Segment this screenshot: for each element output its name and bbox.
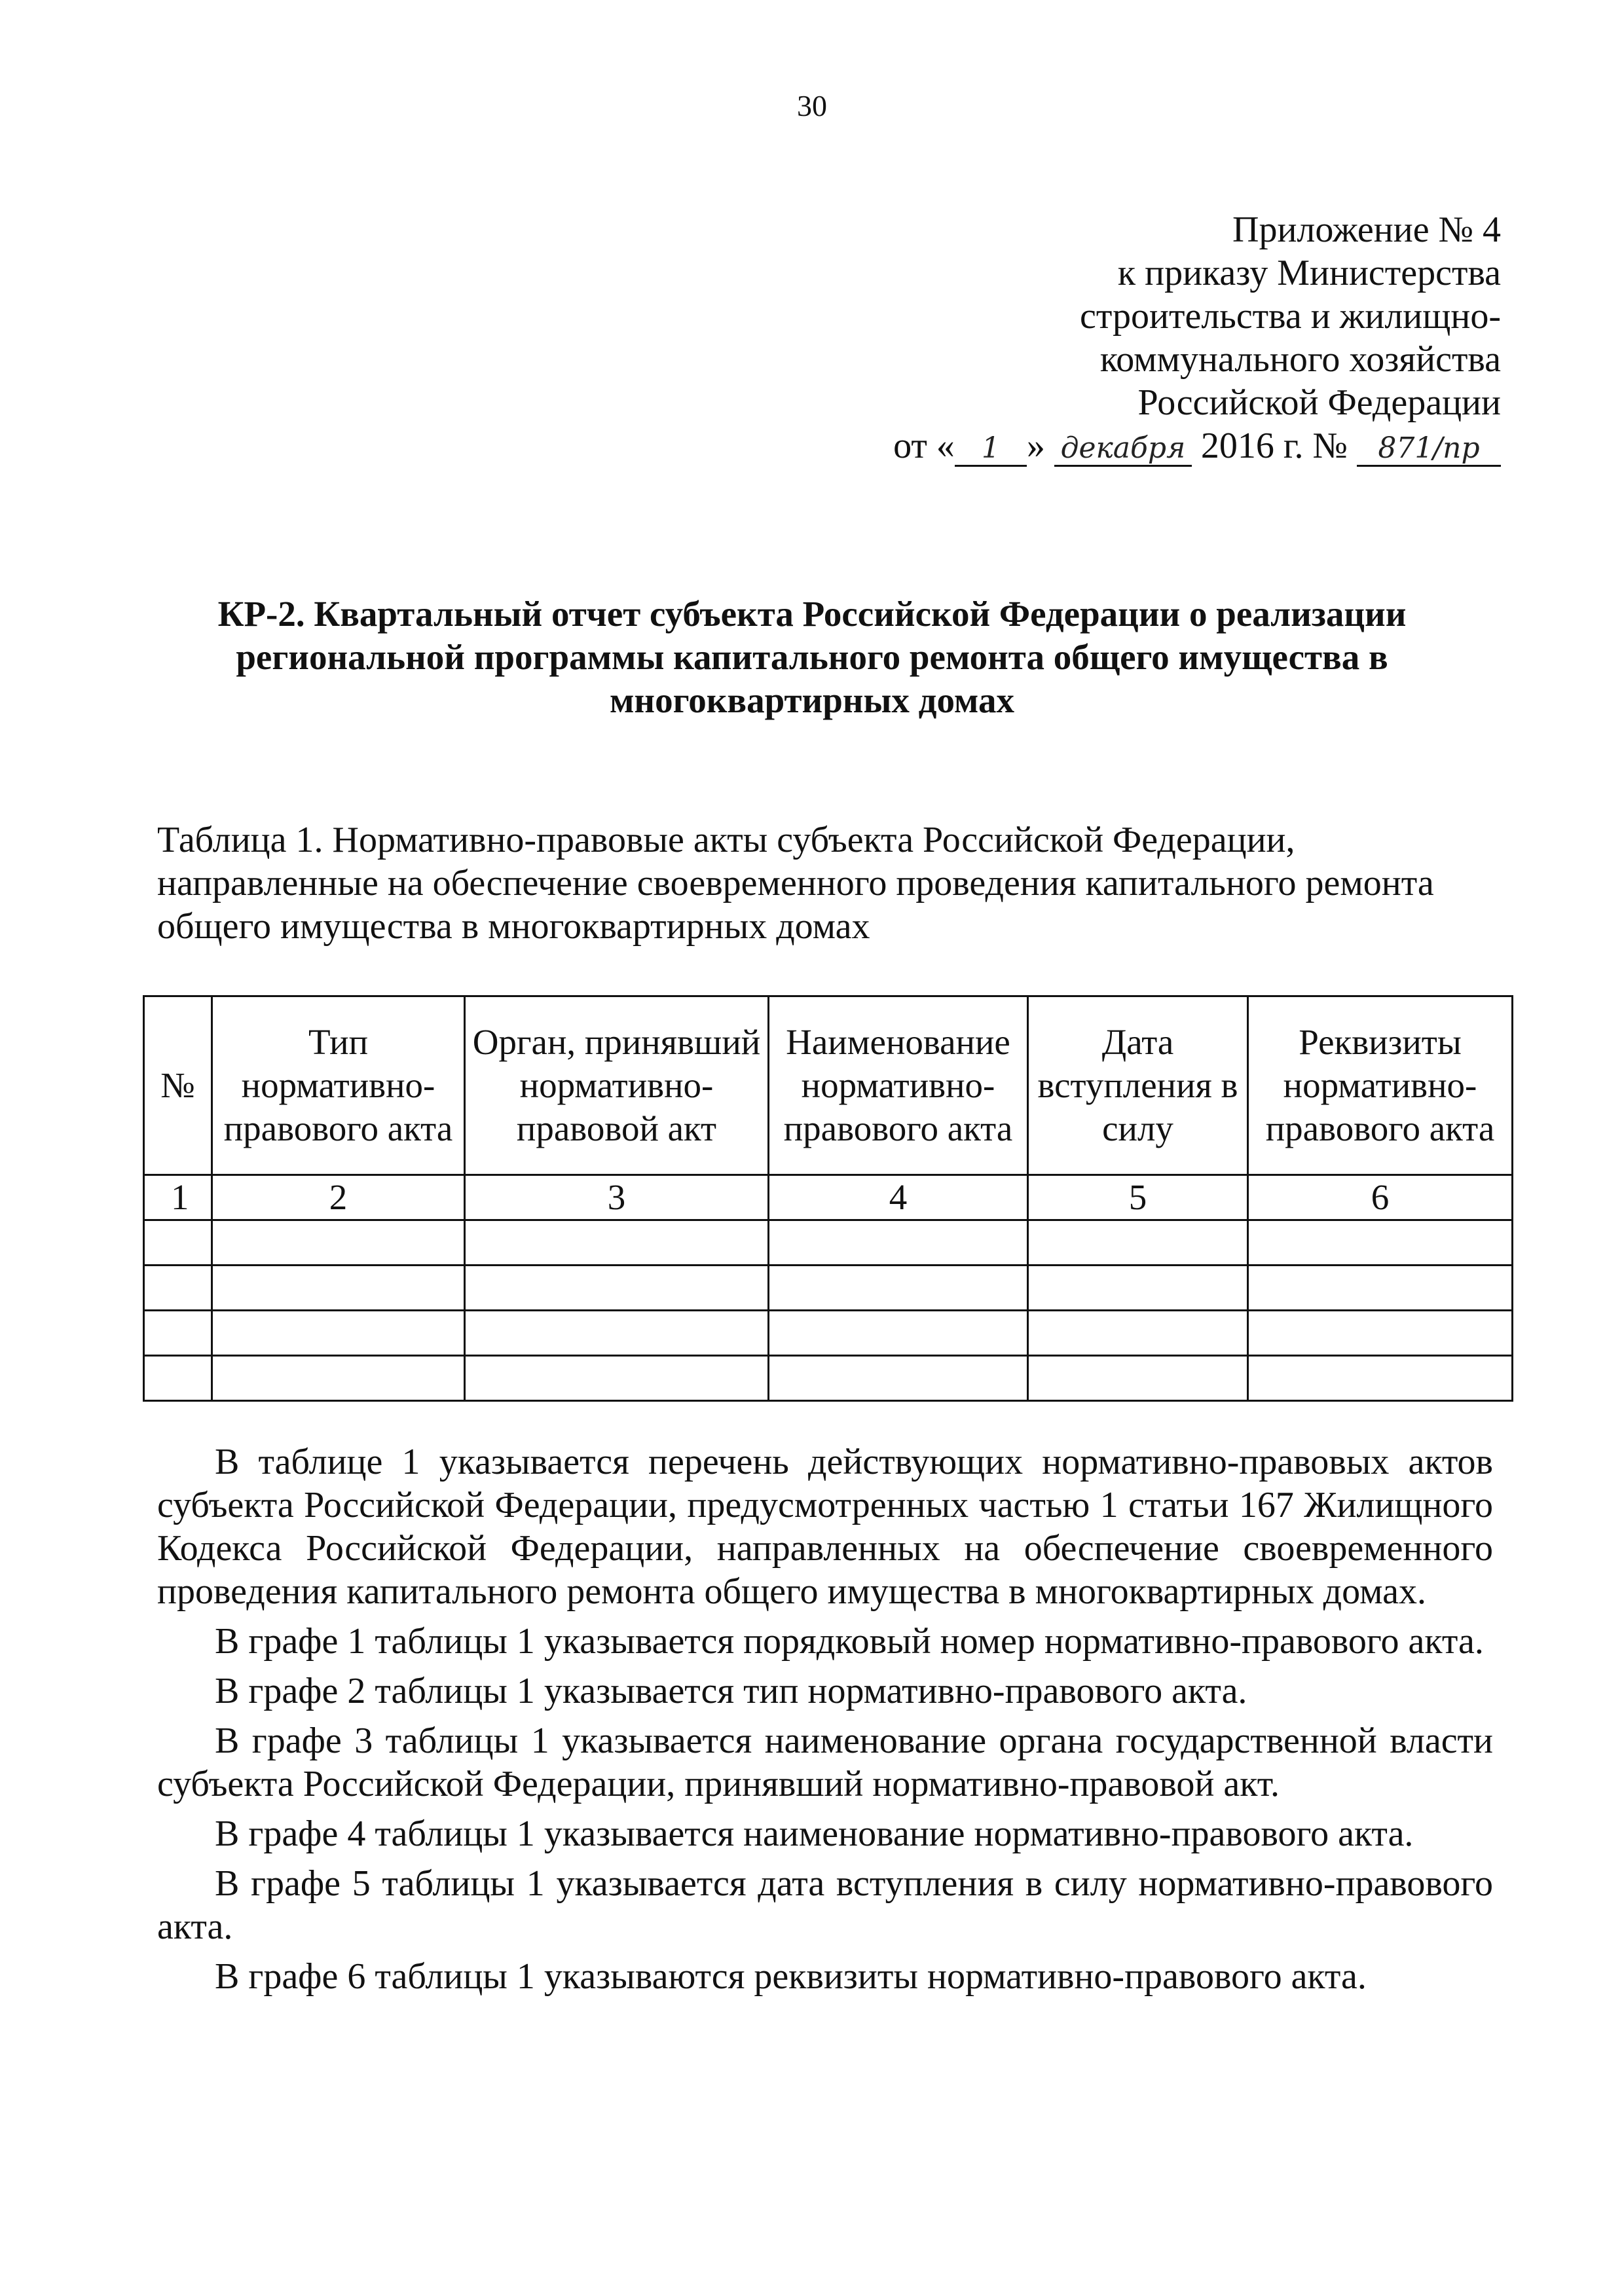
header-act-details: Реквизиты нормативно-правового акта bbox=[1248, 996, 1513, 1175]
table-cell bbox=[465, 1311, 769, 1356]
handwritten-order-number: 871/пр bbox=[1357, 432, 1501, 467]
table-cell bbox=[1028, 1356, 1248, 1401]
table-cell bbox=[1028, 1311, 1248, 1356]
header-act-type: Тип нормативно-правового акта bbox=[212, 996, 465, 1175]
table-cell bbox=[769, 1266, 1028, 1311]
header-issuing-body: Орган, принявший нормативно-правовой акт bbox=[465, 996, 769, 1175]
table-cell bbox=[1028, 1266, 1248, 1311]
table-row bbox=[144, 1220, 1513, 1266]
table-cell bbox=[465, 1220, 769, 1266]
header-number: № bbox=[144, 996, 212, 1175]
date-prefix: от « bbox=[893, 426, 955, 466]
paragraph: В графе 2 таблицы 1 указывается тип нормативно-правового акта. bbox=[215, 1671, 1247, 1711]
appendix-line: строительства и жилищно- bbox=[1080, 296, 1501, 337]
table-cell bbox=[1028, 1220, 1248, 1266]
table-cell bbox=[769, 1356, 1028, 1401]
table-cell bbox=[1248, 1266, 1513, 1311]
instructions-text bbox=[157, 1440, 1493, 2005]
table-cell bbox=[212, 1311, 465, 1356]
table-cell bbox=[465, 1356, 769, 1401]
table-cell bbox=[465, 1266, 769, 1311]
document-title: КР-2. Квартальный отчет субъекта Российской Федерации о реализации региональной программы капитального ремонта общего имущества в многоквартирных домах bbox=[217, 594, 1407, 720]
table-cell bbox=[769, 1220, 1028, 1266]
appendix-line: Приложение № 4 bbox=[1232, 210, 1501, 250]
table-cell bbox=[144, 1220, 212, 1266]
table-row bbox=[144, 1266, 1513, 1311]
table-cell bbox=[1248, 1356, 1513, 1401]
header-act-name: Наименование нормативно-правового акта bbox=[769, 996, 1028, 1175]
column-number: 5 bbox=[1028, 1175, 1248, 1220]
column-number-row bbox=[144, 1175, 1513, 1220]
table-cell bbox=[144, 1356, 212, 1401]
table-cell bbox=[212, 1356, 465, 1401]
year-and-number-label: 2016 г. № bbox=[1200, 426, 1348, 466]
column-number: 4 bbox=[769, 1175, 1028, 1220]
table-cell bbox=[769, 1311, 1028, 1356]
order-date-line bbox=[893, 424, 1501, 467]
table-cell bbox=[1248, 1220, 1513, 1266]
appendix-line: Российской Федерации bbox=[1137, 382, 1501, 423]
table-cell bbox=[1248, 1311, 1513, 1356]
paragraph: В таблице 1 указывается перечень действующих нормативно-правовых актов субъекта Российской Федерации, предусмотренных частью 1 статьи 167 Жилищного Кодекса Российской Федерации, направленных на обеспечение своевременного проведения капитального ремонта общего имущества в многоквартирных домах. bbox=[157, 1442, 1493, 1612]
table-caption: Таблица 1. Нормативно-правовые акты субъекта Российской Федерации, направленные на обеспечение своевременного проведения капитального ремонта общего имущества в многоквартирных домах bbox=[157, 820, 1434, 947]
column-number: 3 bbox=[465, 1175, 769, 1220]
table-cell bbox=[212, 1220, 465, 1266]
date-mid: » bbox=[1026, 426, 1045, 466]
header-effective-date: Дата вступления в силу bbox=[1028, 996, 1248, 1175]
paragraph: В графе 3 таблицы 1 указывается наименование органа государственной власти субъекта Российской Федерации, принявший нормативно-правовой акт. bbox=[157, 1721, 1493, 1804]
paragraph: В графе 5 таблицы 1 указывается дата вступления в силу нормативно-правового акта. bbox=[157, 1863, 1493, 1947]
handwritten-month: декабря bbox=[1054, 432, 1192, 467]
appendix-line: коммунального хозяйства bbox=[1099, 339, 1501, 380]
paragraph: В графе 4 таблицы 1 указывается наименование нормативно-правового акта. bbox=[215, 1813, 1414, 1854]
column-number: 1 bbox=[144, 1175, 212, 1220]
table-row bbox=[144, 1311, 1513, 1356]
table-cell bbox=[212, 1266, 465, 1311]
table-cell bbox=[144, 1311, 212, 1356]
paragraph: В графе 1 таблицы 1 указывается порядковый номер нормативно-правового акта. bbox=[215, 1621, 1484, 1662]
column-number: 2 bbox=[212, 1175, 465, 1220]
appendix-line: к приказу Министерства bbox=[1117, 253, 1501, 293]
page-number: 30 bbox=[797, 89, 827, 122]
handwritten-day: 1 bbox=[955, 432, 1027, 467]
table-header-row bbox=[144, 996, 1513, 1175]
legal-acts-table bbox=[143, 995, 1513, 1402]
appendix-block bbox=[893, 208, 1501, 467]
paragraph: В графе 6 таблицы 1 указываются реквизиты нормативно-правового акта. bbox=[215, 1956, 1367, 1997]
table-row bbox=[144, 1356, 1513, 1401]
table-cell bbox=[144, 1266, 212, 1311]
column-number: 6 bbox=[1248, 1175, 1513, 1220]
